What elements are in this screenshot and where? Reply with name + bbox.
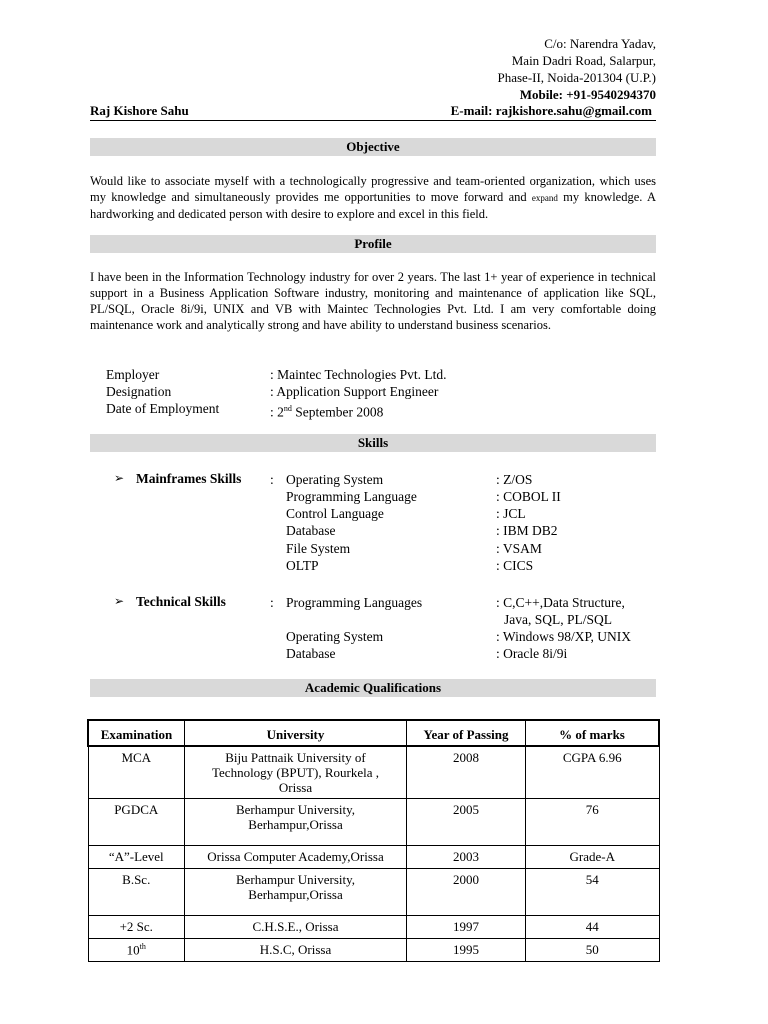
objective-text-part: Would like to associate myself with a technologically progressive and team-oriented organization, which uses my knowledge and simultaneously provides me opportunities to move forward and (90, 174, 656, 204)
exam-cell: PGDCA (88, 799, 185, 846)
column-header: Examination (88, 720, 185, 746)
mobile-number: Mobile: +91-9540294370 (519, 87, 656, 102)
university-cell (185, 746, 407, 799)
skill-key: Database (286, 523, 336, 538)
table-row (88, 746, 659, 799)
column-header: % of marks (526, 720, 660, 746)
exam-text: 10 (126, 942, 140, 958)
objective-text-part: my knowledge. A hardworking and dedicated person with desire to explore and excel in this field. (90, 190, 656, 221)
designation-value: : Application Support Engineer (270, 384, 439, 399)
skill-value: : Oracle 8i/9i (496, 646, 568, 661)
doe-rest: September 2008 (291, 404, 384, 420)
skill-key: Database (286, 646, 336, 661)
skill-key: Operating System (286, 629, 384, 644)
university-line: C.H.S.E., Orissa (252, 919, 339, 934)
university-line: H.S.C, Orissa (259, 942, 332, 957)
skill-key: Control Language (286, 506, 384, 521)
university-cell (185, 916, 407, 939)
skill-value: : Windows 98/XP, UNIX (496, 629, 631, 644)
technical-skills-title: Technical Skills (136, 594, 226, 609)
year-cell: 2005 (407, 799, 526, 846)
table-row (88, 799, 659, 846)
bullet-icon: ➢ (114, 471, 125, 485)
university-cell (185, 869, 407, 916)
year-cell: 2000 (407, 869, 526, 916)
exam-sup: th (139, 942, 146, 951)
table-header-row (88, 720, 659, 746)
objective-text (90, 173, 656, 222)
university-line: Biju Pattnaik University of (225, 750, 366, 765)
address-line: Main Dadri Road, Salarpur, (511, 53, 656, 68)
marks-cell: 54 (526, 869, 660, 916)
profile-heading: Profile (90, 235, 656, 253)
candidate-name: Raj Kishore Sahu (90, 103, 189, 118)
doe-prefix: : 2 (270, 404, 284, 420)
bullet-icon: ➢ (114, 594, 125, 608)
exam-cell: “A”-Level (88, 846, 185, 869)
exam-cell: MCA (88, 746, 185, 799)
skill-key: Programming Languages (286, 595, 423, 610)
table-row (88, 939, 659, 962)
doe-value (270, 400, 383, 421)
marks-cell: 44 (526, 916, 660, 939)
profile-text: I have been in the Information Technology industry for over 2 years. The last 1+ year of experience in technical support in a Business Application Software industry, monitoring and maintenance of application like SQL, PL/SQL, Oracle 8i/9i, UNIX and VB with Maintec Technologies Pvt. Ltd. I am very comfortable doing maintenance work and analytically strong and have ability to understand business scenarios. (90, 270, 656, 332)
employer-label: Employer (106, 367, 160, 382)
email-address: E-mail: rajkishore.sahu@gmail.com (450, 103, 652, 118)
skill-key: OLTP (286, 558, 319, 573)
address-block (497, 35, 656, 103)
mainframe-skills-title: Mainframes Skills (136, 471, 242, 486)
skill-key: File System (286, 541, 351, 556)
academics-heading: Academic Qualifications (90, 679, 656, 697)
skill-value: : C,C++,Data Structure, (496, 595, 625, 610)
objective-heading: Objective (90, 138, 656, 156)
column-header: Year of Passing (407, 720, 526, 746)
skill-value: : COBOL II (496, 489, 561, 504)
marks-cell: Grade-A (526, 846, 660, 869)
year-cell: 1995 (407, 939, 526, 962)
university-cell (185, 846, 407, 869)
skill-value: : VSAM (496, 541, 542, 556)
objective-text-small: expand (531, 193, 558, 203)
marks-cell: 76 (526, 799, 660, 846)
exam-cell: +2 Sc. (88, 916, 185, 939)
university-cell (185, 939, 407, 962)
university-line: Berhampur University, (235, 802, 356, 817)
name-line (90, 103, 656, 121)
doe-sup: nd (283, 404, 292, 413)
address-line: Phase-II, Noida-201304 (U.P.) (497, 70, 656, 85)
technical-colon: : (270, 595, 274, 610)
skill-key: Programming Language (286, 489, 417, 504)
year-cell: 1997 (407, 916, 526, 939)
skill-value: : JCL (496, 506, 526, 521)
skill-value: : CICS (496, 558, 534, 573)
university-line: Berhampur,Orissa (248, 887, 343, 902)
skill-value: : Z/OS (496, 472, 533, 487)
employer-value: : Maintec Technologies Pvt. Ltd. (270, 367, 447, 382)
table-row (88, 846, 659, 869)
column-header: University (185, 720, 407, 746)
skill-value: : IBM DB2 (496, 523, 558, 538)
exam-cell: B.Sc. (88, 869, 185, 916)
skill-key: Operating System (286, 472, 384, 487)
skill-value-cont: Java, SQL, PL/SQL (504, 612, 612, 627)
university-line: Technology (BPUT), Rourkela , (212, 765, 379, 780)
university-line: Berhampur University, (235, 872, 356, 887)
marks-cell: 50 (526, 939, 660, 962)
doe-label: Date of Employment (106, 401, 220, 416)
exam-cell (88, 939, 185, 962)
university-line: Berhampur,Orissa (248, 817, 343, 832)
address-line: C/o: Narendra Yadav, (544, 36, 656, 51)
year-cell: 2003 (407, 846, 526, 869)
marks-cell: CGPA 6.96 (526, 746, 660, 799)
university-line: Orissa (278, 780, 313, 795)
university-line: Orissa Computer Academy,Orissa (207, 849, 384, 864)
table-row (88, 916, 659, 939)
year-cell: 2008 (407, 746, 526, 799)
table-row (88, 869, 659, 916)
university-cell (185, 799, 407, 846)
mainframe-colon: : (270, 472, 274, 487)
designation-label: Designation (106, 384, 172, 399)
qualifications-table (87, 719, 660, 962)
skills-heading: Skills (90, 434, 656, 452)
